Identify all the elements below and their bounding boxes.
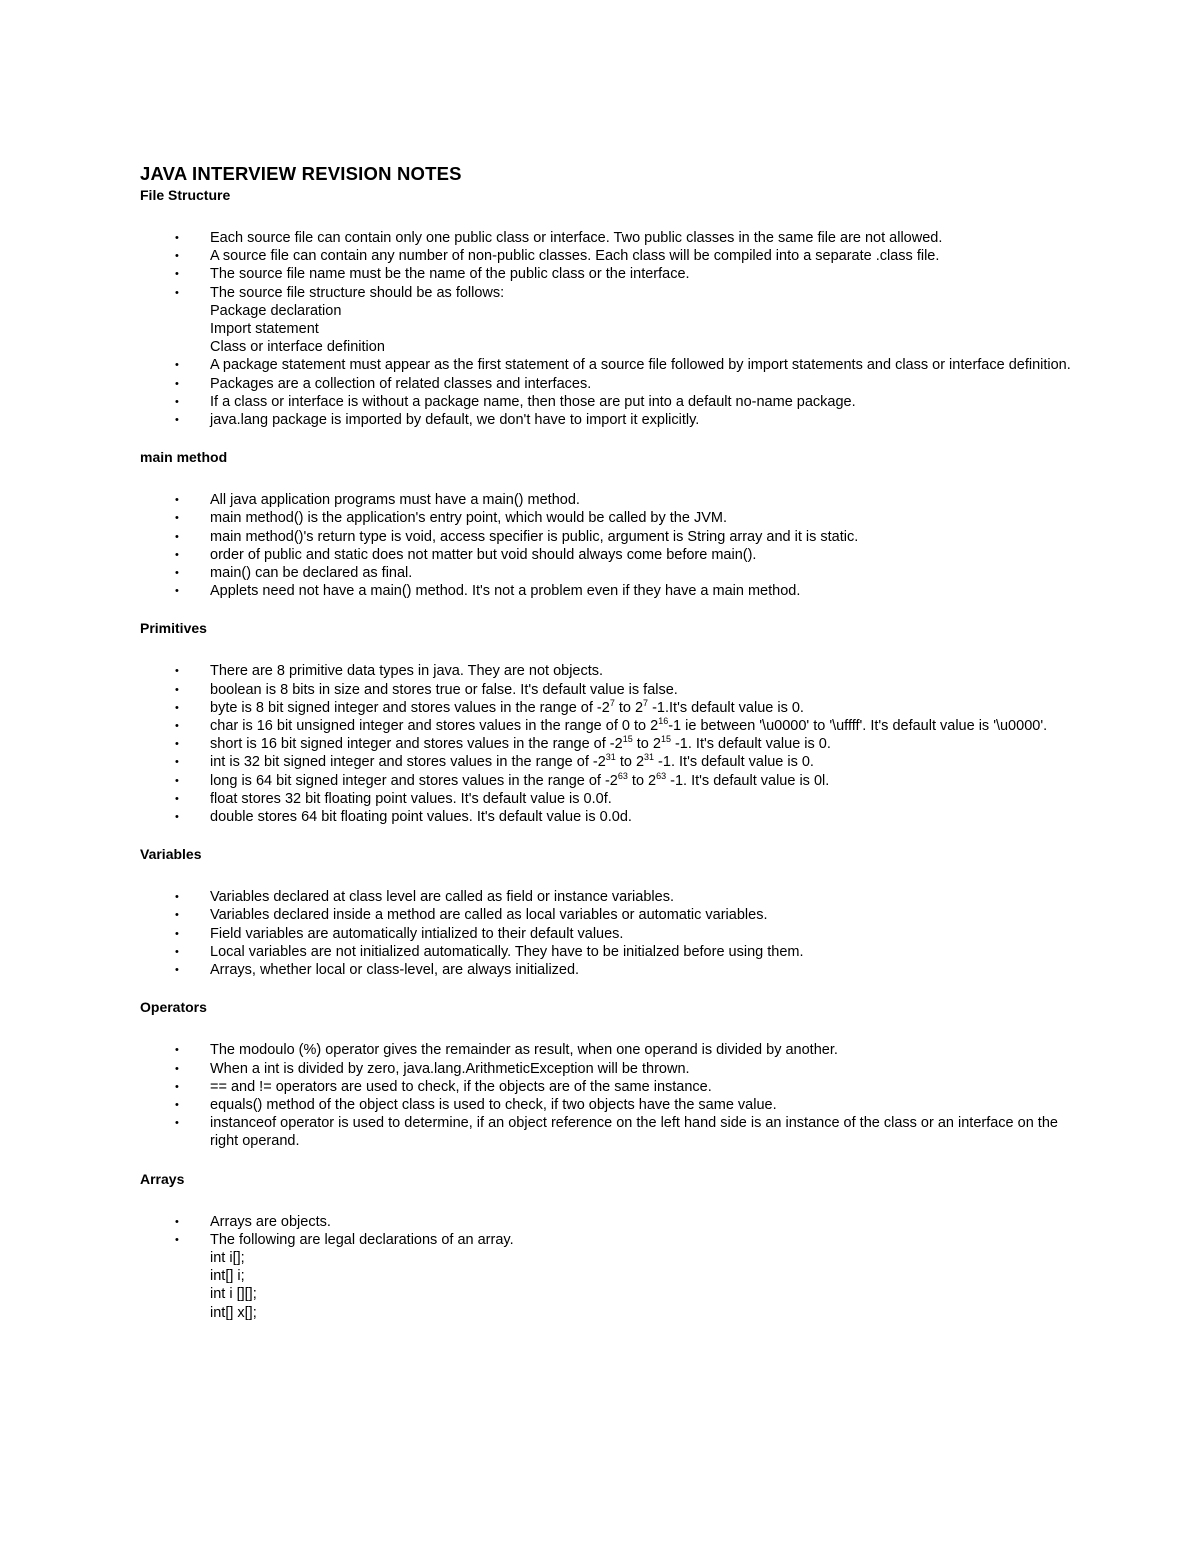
- list-item-text: Applets need not have a main() method. It's not a problem even if they have a main method.: [210, 583, 801, 600]
- bullet-list: [140, 229, 1080, 429]
- exponent: 7: [643, 698, 649, 709]
- bullet-list: [140, 1213, 1080, 1322]
- text-run: -1. It's default value is 0.: [654, 754, 814, 771]
- list-item: [140, 943, 1080, 961]
- list-item: [140, 772, 1080, 790]
- bullet-icon: •: [175, 1062, 179, 1075]
- section-heading: Variables: [140, 846, 202, 863]
- bullet-icon: •: [175, 720, 179, 733]
- list-item: [140, 582, 1080, 600]
- list-item: [140, 735, 1080, 753]
- list-item: [140, 808, 1080, 826]
- bullet-icon: •: [175, 414, 179, 427]
- document-page: [140, 163, 1080, 1322]
- exponent: 15: [622, 734, 633, 745]
- list-item-subline: int[] x[];: [210, 1304, 257, 1321]
- list-item: [140, 564, 1080, 582]
- list-item-text: If a class or interface is without a package name, then those are put into a default no-name package.: [210, 393, 856, 410]
- bullet-icon: •: [175, 377, 179, 390]
- exponent: 7: [609, 698, 615, 709]
- bullet-icon: •: [175, 774, 179, 787]
- bullet-list: [140, 1041, 1080, 1150]
- list-item: [140, 1114, 1080, 1150]
- bullet-icon: •: [175, 756, 179, 769]
- exponent: 63: [656, 770, 667, 781]
- list-item-text: main method() is the application's entry point, which would be called by the JVM.: [210, 510, 727, 527]
- text-run: -1. It's default value is 0.: [670, 736, 831, 753]
- list-item-text: A source file can contain any number of non-public classes. Each class will be compiled into a separate .class file.: [210, 248, 940, 265]
- exponent: 16: [658, 716, 669, 727]
- bullet-icon: •: [175, 964, 179, 977]
- list-item: [140, 528, 1080, 546]
- list-item-text: float stores 32 bit floating point values. It's default value is 0.0f.: [210, 790, 612, 807]
- bullet-icon: •: [175, 665, 179, 678]
- list-item: [140, 717, 1080, 735]
- text-run: long is 64 bit signed integer and stores values in the range of -2: [210, 772, 618, 789]
- section-heading: Operators: [140, 999, 207, 1016]
- list-item: [140, 265, 1080, 283]
- list-item-text: [210, 718, 1047, 734]
- section-heading: Primitives: [140, 620, 207, 637]
- bullet-icon: •: [175, 1080, 179, 1093]
- bullet-icon: •: [175, 738, 179, 751]
- list-item-text: There are 8 primitive data types in java. They are not objects.: [210, 663, 604, 680]
- list-item: [140, 1096, 1080, 1114]
- list-item-text: Arrays are objects.: [210, 1213, 331, 1230]
- bullet-icon: •: [175, 268, 179, 281]
- list-item-text: When a int is divided by zero, java.lang.ArithmeticException will be thrown.: [210, 1060, 690, 1077]
- bullet-icon: •: [175, 792, 179, 805]
- exponent: 31: [644, 752, 655, 763]
- list-item: [140, 1213, 1080, 1231]
- list-item-text: [210, 736, 831, 752]
- bullet-icon: •: [175, 891, 179, 904]
- list-item-text: A package statement must appear as the first statement of a source file followed by import statements and class or interface definition.: [210, 357, 1071, 374]
- list-item-text: java.lang package is imported by default, we don't have to import it explicitly.: [210, 412, 700, 429]
- bullet-icon: •: [175, 909, 179, 922]
- list-item: [140, 753, 1080, 771]
- exponent: 15: [660, 734, 671, 745]
- bullet-icon: •: [175, 945, 179, 958]
- list-item-text: The following are legal declarations of an array.: [210, 1231, 514, 1248]
- list-item-text: equals() method of the object class is used to check, if two objects have the same value.: [210, 1096, 777, 1113]
- exponent: 63: [617, 770, 628, 781]
- bullet-icon: •: [175, 286, 179, 299]
- section-heading: Arrays: [140, 1170, 185, 1187]
- list-item: [140, 790, 1080, 808]
- bullet-icon: •: [175, 567, 179, 580]
- list-item-text: All java application programs must have a main() method.: [210, 492, 580, 509]
- bullet-icon: •: [175, 1117, 179, 1130]
- list-item: [140, 375, 1080, 393]
- list-item-subline: Package declaration: [210, 302, 342, 319]
- list-item: [140, 393, 1080, 411]
- list-item: [140, 1060, 1080, 1078]
- list-item: [140, 1231, 1080, 1322]
- list-item-subline: int i [][];: [210, 1286, 257, 1303]
- bullet-icon: •: [175, 701, 179, 714]
- list-item: [140, 1041, 1080, 1059]
- list-item: [140, 906, 1080, 924]
- text-run: -1. It's default value is 0l.: [666, 772, 830, 789]
- text-run: to 2: [627, 772, 657, 789]
- section-heading: main method: [140, 449, 228, 466]
- list-item: [140, 681, 1080, 699]
- bullet-icon: •: [175, 512, 179, 525]
- list-item: [140, 1078, 1080, 1096]
- list-item-text: instanceof operator is used to determine, if an object reference on the left hand side is an instance of the class or an interface on the right operand.: [210, 1115, 1058, 1150]
- list-item-text: Packages are a collection of related classes and interfaces.: [210, 375, 592, 392]
- bullet-icon: •: [175, 232, 179, 244]
- list-item-text: [210, 754, 814, 770]
- text-run: to 2: [614, 699, 644, 716]
- list-item-subline: int[] i;: [210, 1268, 245, 1285]
- document-title: JAVA INTERVIEW REVISION NOTES: [140, 163, 462, 184]
- list-item-subline: Class or interface definition: [210, 339, 385, 356]
- bullet-icon: •: [175, 1215, 179, 1228]
- list-item-text: The source file name must be the name of the public class or the interface.: [210, 266, 690, 283]
- list-item-text: == and != operators are used to check, if the objects are of the same instance.: [210, 1078, 712, 1095]
- list-item-text: The source file structure should be as follows:: [210, 284, 505, 301]
- bullet-list: [140, 662, 1080, 826]
- text-run: int is 32 bit signed integer and stores values in the range of -2: [210, 754, 606, 771]
- list-item: [140, 546, 1080, 564]
- list-item: [140, 247, 1080, 265]
- list-item: [140, 284, 1080, 357]
- bullet-icon: •: [175, 359, 179, 372]
- bullet-icon: •: [175, 1233, 179, 1246]
- list-item: [140, 699, 1080, 717]
- list-item: [140, 229, 1080, 247]
- list-item-text: The modoulo (%) operator gives the remainder as result, when one operand is divided by another.: [210, 1042, 838, 1059]
- bullet-icon: •: [175, 585, 179, 598]
- list-item-text: double stores 64 bit floating point values. It's default value is 0.0d.: [210, 809, 632, 826]
- bullet-icon: •: [175, 927, 179, 940]
- list-item-text: [210, 770, 830, 789]
- list-item: [140, 491, 1080, 509]
- text-run: char is 16 bit unsigned integer and stores values in the range of 0 to 2: [210, 718, 659, 735]
- list-item: [140, 356, 1080, 374]
- bullet-icon: •: [175, 530, 179, 543]
- list-item-text: main method()'s return type is void, access specifier is public, argument is String array and it is static.: [210, 528, 859, 545]
- bullet-icon: •: [175, 548, 179, 561]
- bullet-icon: •: [175, 395, 179, 408]
- bullet-icon: •: [175, 811, 179, 824]
- text-run: byte is 8 bit signed integer and stores values in the range of -2: [210, 699, 610, 716]
- bullet-icon: •: [175, 1098, 179, 1111]
- list-item-text: [210, 700, 804, 716]
- text-run: -1 ie between '\u0000' to '\uffff'. It's default value is '\u0000'.: [668, 718, 1048, 735]
- list-item-text: main() can be declared as final.: [210, 565, 413, 582]
- text-run: to 2: [615, 754, 645, 771]
- list-item-text: Variables declared inside a method are called as local variables or automatic variables.: [210, 907, 768, 924]
- text-run: -1.It's default value is 0.: [648, 699, 804, 716]
- document-body: [140, 185, 1080, 1322]
- list-item-text: Local variables are not initialized automatically. They have to be initialzed before using them.: [210, 943, 804, 960]
- section-heading: File Structure: [140, 187, 231, 203]
- bullet-list: [140, 888, 1080, 979]
- text-run: to 2: [632, 736, 661, 753]
- list-item-subline: Import statement: [210, 321, 319, 338]
- list-item-text: Each source file can contain only one public class or interface. Two public classes in the same file are not allowed.: [210, 230, 943, 246]
- bullet-icon: •: [175, 250, 179, 263]
- bullet-icon: •: [175, 494, 179, 507]
- text-run: short is 16 bit signed integer and stores values in the range of -2: [210, 736, 623, 753]
- list-item-subline: int i[];: [210, 1249, 245, 1266]
- list-item: [140, 888, 1080, 906]
- list-item-text: Variables declared at class level are called as field or instance variables.: [210, 889, 674, 906]
- list-item: [140, 411, 1080, 429]
- bullet-icon: •: [175, 683, 179, 696]
- bullet-icon: •: [175, 1044, 179, 1057]
- exponent: 31: [605, 752, 616, 763]
- list-item-text: boolean is 8 bits in size and stores true or false. It's default value is false.: [210, 681, 678, 698]
- list-item-text: order of public and static does not matter but void should always come before main().: [210, 546, 757, 563]
- bullet-list: [140, 491, 1080, 600]
- list-item: [140, 925, 1080, 943]
- list-item-text: Field variables are automatically intialized to their default values.: [210, 925, 624, 942]
- list-item: [140, 961, 1080, 979]
- list-item: [140, 509, 1080, 527]
- list-item-text: Arrays, whether local or class-level, are always initialized.: [210, 962, 580, 979]
- list-item: [140, 662, 1080, 680]
